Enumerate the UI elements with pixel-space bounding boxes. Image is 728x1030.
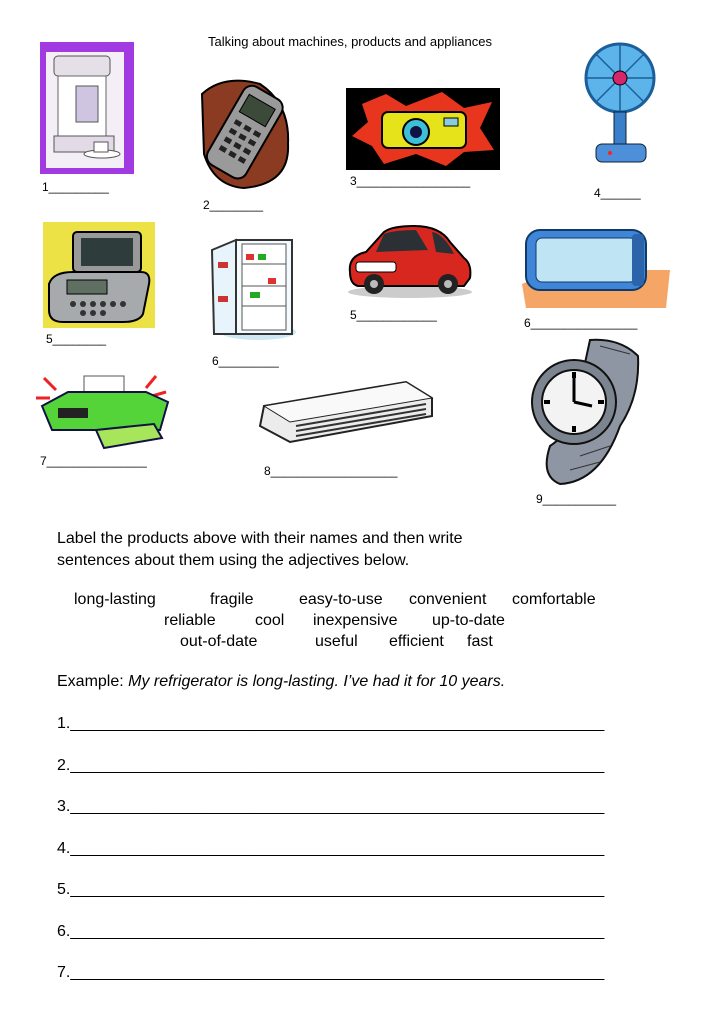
- answer-line-6[interactable]: 6.____________________________________________________________: [57, 923, 605, 940]
- label-1[interactable]: 1_________: [42, 180, 109, 194]
- adjective: convenient: [409, 591, 487, 608]
- answer-line-1[interactable]: 1.____________________________________________________________: [57, 715, 605, 732]
- adjective: fragile: [210, 591, 254, 608]
- adjective: long-lasting: [74, 591, 156, 608]
- label-6a[interactable]: 6_________: [212, 354, 279, 368]
- label-2[interactable]: 2________: [203, 198, 264, 212]
- label-4[interactable]: 4______: [594, 186, 641, 200]
- adjective: reliable: [164, 612, 216, 629]
- adjective: cool: [255, 612, 285, 629]
- label-5a[interactable]: 5________: [46, 332, 107, 346]
- instructions: [57, 528, 463, 572]
- microwave-image: [516, 220, 676, 312]
- laptop-image: [43, 222, 155, 328]
- car-image: [344, 220, 474, 300]
- label-3[interactable]: 3_________________: [350, 174, 471, 188]
- example-label: Example:: [57, 673, 124, 690]
- label-5b[interactable]: 5____________: [350, 308, 437, 322]
- answer-line-2[interactable]: 2.____________________________________________________________: [57, 757, 605, 774]
- refrigerator-image: [206, 232, 298, 344]
- mobile-phone-image: [194, 74, 298, 192]
- electric-fan-image: [580, 40, 660, 170]
- example-sentence: [57, 673, 505, 691]
- answer-line-7[interactable]: 7.____________________________________________________________: [57, 964, 605, 981]
- air-conditioner-image: [256, 376, 436, 446]
- adjective: fast: [467, 633, 493, 650]
- answer-line-5[interactable]: 5.____________________________________________________________: [57, 881, 605, 898]
- label-8[interactable]: 8___________________: [264, 464, 398, 478]
- label-6b[interactable]: 6________________: [524, 316, 638, 330]
- coffee-maker-image: [40, 42, 134, 174]
- instruction-line-1: Label the products above with their names and then write: [57, 530, 463, 547]
- adjective: inexpensive: [313, 612, 398, 629]
- answer-line-4[interactable]: 4.____________________________________________________________: [57, 840, 605, 857]
- instruction-line-2: sentences about them using the adjectives below.: [57, 552, 410, 569]
- label-9[interactable]: 9___________: [536, 492, 617, 506]
- adjective: useful: [315, 633, 358, 650]
- adjective: comfortable: [512, 591, 596, 608]
- adjective: up-to-date: [432, 612, 505, 629]
- camera-image: [346, 88, 500, 170]
- page-title: Talking about machines, products and appliances: [207, 34, 492, 49]
- fax-machine-image: [34, 372, 172, 452]
- adjective: easy-to-use: [299, 591, 383, 608]
- wristwatch-image: [520, 336, 646, 488]
- answer-line-3[interactable]: 3.____________________________________________________________: [57, 798, 605, 815]
- example-text: My refrigerator is long-lasting. I’ve had it for 10 years.: [128, 673, 506, 690]
- adjective: out-of-date: [180, 633, 258, 650]
- label-7[interactable]: 7_______________: [40, 454, 147, 468]
- adjective: efficient: [389, 633, 444, 650]
